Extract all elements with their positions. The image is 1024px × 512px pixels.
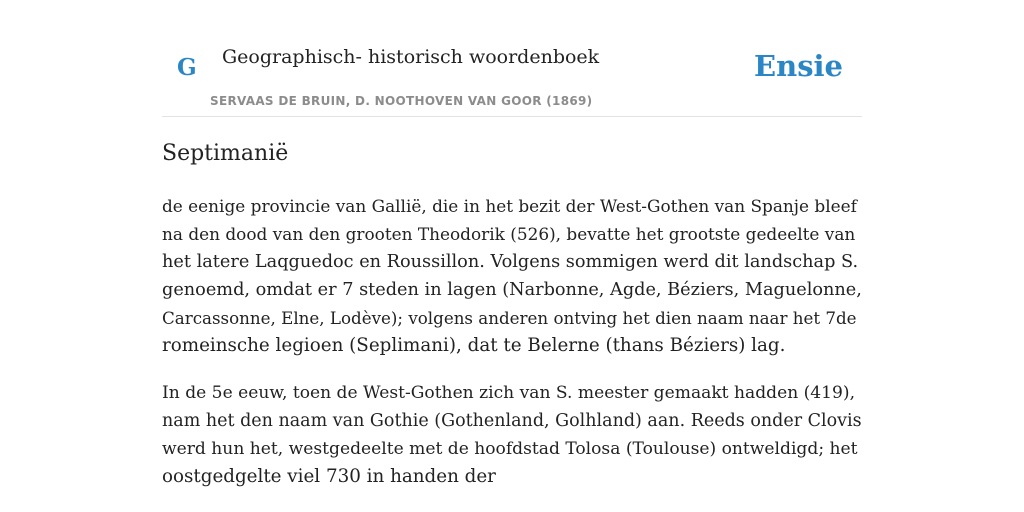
text-line: na den dood van den grooten Theodorik (526), bevatte het grootste gedeelte van (162, 224, 856, 244)
text-line: genoemd, omdat er 7 steden in lagen (Narbonne, Agde, Béziers, Maguelonne, (162, 280, 862, 300)
brand-logo[interactable]: Ensie (754, 49, 843, 83)
dictionary-logo-letter: G (177, 54, 197, 81)
book-title[interactable]: Geographisch- historisch woordenboek (222, 46, 600, 68)
text-line: In de 5e eeuw, toen de West-Gothen zich van S. meester gemaakt hadden (419), (162, 383, 856, 403)
entry-body (162, 192, 862, 510)
text-line: nam het den naam van Gothie (Gothenland, Golhland) aan. Reeds onder Clovis (162, 411, 862, 431)
text-line: Carcassonne, Elne, Lodève); volgens anderen ontving het dien naam naar het 7de (162, 308, 857, 328)
text-line: oostgedgelte viel 730 in handen der (162, 466, 496, 487)
dictionary-header (162, 0, 862, 117)
paragraph (162, 379, 862, 491)
text-line: romeinsche legioen (Seplimani), dat te Belerne (thans Béziers) lag. (162, 335, 786, 356)
text-line: de eenige provincie van Gallië, die in het bezit der West-Gothen van Spanje bleef (162, 196, 857, 216)
text-line: het latere Laqguedoc en Roussillon. Volgens sommigen werd dit landschap S. (162, 252, 859, 272)
paragraph (162, 192, 862, 360)
text-line: werd hun het, westgedeelte met de hoofdstad Tolosa (Toulouse) ontweldigd; het (162, 439, 858, 459)
author-line: SERVAAS DE BRUIN, D. NOOTHOVEN VAN GOOR (1869) (210, 94, 593, 108)
entry-title: Septimanië (162, 141, 289, 166)
